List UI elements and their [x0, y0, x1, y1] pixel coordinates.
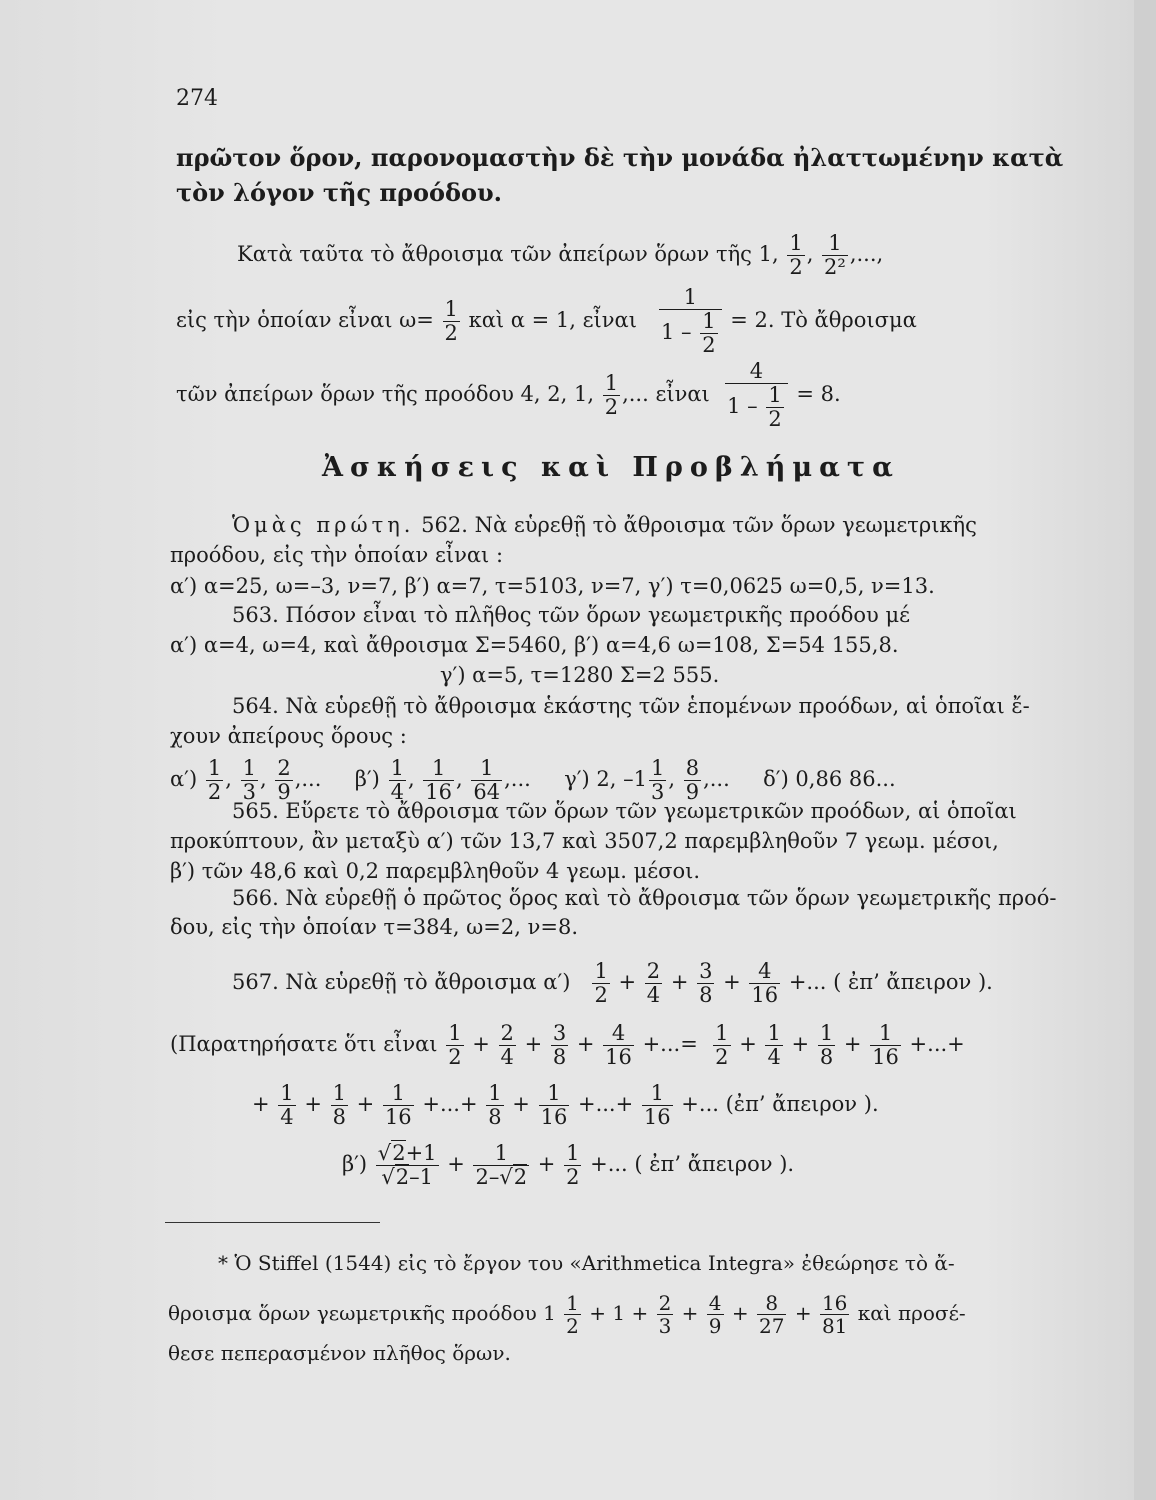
fraction: $\frac{1}{2}$	[444, 297, 458, 346]
exercise-566-line-2: δου, εἰς τὴν ὁποίαν τ=384, ω=2, ν=8.	[170, 915, 579, 939]
fraction: $\frac{1}{64}$	[473, 756, 501, 805]
fraction: $\frac{8}{27}$	[759, 1291, 785, 1338]
fraction: $\frac{1}{2}$	[448, 1021, 462, 1070]
example-text: εἰς τὴν ὁποίαν εἶναι ω=	[176, 308, 434, 333]
intro-line-1: πρῶτον ὅρον, παρονομαστὴν δὲ τὴν μονάδα ἠλαττωμένην κατὰ	[176, 143, 1064, 172]
exercise-562-line-1	[232, 512, 977, 538]
fraction: $\frac{4}{9}$	[708, 1291, 722, 1338]
fraction: $\frac{1}{3}$	[650, 756, 665, 805]
exercise-567-line-1: 567. Νὰ εὑρεθῇ τὸ ἄθροισμα α′) $\frac{1}{2}$ + $\frac{2}{4}$ + $\frac{3}{8}$ + $\frac{4}{16}$ +... ( ἐπ’ ἄπειρον ).	[232, 959, 993, 1008]
fraction: $\frac{1}{8}$	[488, 1081, 502, 1130]
example-line-2	[176, 286, 917, 357]
exercise-564-line-3: α′) $\frac{1}{2}$ , $\frac{1}{3}$ , $\frac{2}{9}$ ,... β′) $\frac{1}{4}$ , $\frac{1}{16}$ , $\frac{1}{64}$ ,... γ′) 2, –1 $\frac{1}{3}$ , $\frac{8}{9}$ ,... δ′) 0,86 86...	[170, 756, 896, 805]
footnote-line-2: θροισμα ὅρων γεωμετρικῆς προόδου 1 $\frac{1}{2}$ + 1 + $\frac{2}{3}$ + $\frac{4}{9}$ + $\frac{8}{27}$ + $\frac{16}{81}$ καὶ προσέ-	[168, 1291, 966, 1338]
example-text: τῶν ἀπείρων ὅρων τῆς προόδου 4, 2, 1,	[176, 382, 595, 407]
fraction: $\frac{16}{81}$	[821, 1291, 848, 1338]
exercise-565-line-2: προκύπτουν, ἂν μεταξὺ α′) τῶν 13,7 καὶ 3507,2 παρεμβληθοῦν 7 γεωμ. μέσοι,	[170, 829, 999, 853]
exercise-562-line-3: α′) α=25, ω=–3, ν=7, β′) α=7, τ=5103, ν=7, γ′) τ=0,0625 ω=0,5, ν=13.	[170, 574, 935, 598]
fraction: $\frac{1}{16}$	[384, 1081, 412, 1130]
footnote-text: θροισμα ὅρων γεωμετρικῆς προόδου 1	[168, 1301, 556, 1325]
fraction: $\frac{1}{8}$	[819, 1021, 834, 1070]
footnote-line-1: * Ὁ Stiffel (1544) εἰς τὸ ἔργον του «Arithmetica Integra» ἐθεώρησε τὸ ἄ-	[218, 1251, 955, 1275]
fraction: $\frac{2}{9}$	[277, 756, 291, 805]
fraction: $\frac{1}{2}$	[207, 756, 222, 805]
exercise-563-line-1: 563. Πόσον εἶναι τὸ πλῆθος τῶν ὅρων γεωμετρικῆς προόδου μέ	[232, 603, 910, 627]
fraction: $\frac{1}{8}$	[332, 1081, 346, 1130]
fraction: $\frac{4}{16}$	[751, 959, 779, 1008]
exercise-565-line-1: 565. Εὕρετε τὸ ἄθροισμα τῶν ὅρων τῶν γεωμετρικῶν προόδων, αἱ ὁποῖαι	[232, 799, 1017, 823]
infinite-note: ( ἐπ’ ἄπειρον ).	[634, 1152, 795, 1177]
fraction: $\frac{1}{4}$	[767, 1021, 781, 1070]
fraction: $\frac{3}{8}$	[699, 959, 713, 1008]
infinite-note: ( ἐπ’ ἄπειρον ).	[833, 970, 993, 995]
fraction: $\frac{1}{2}$	[566, 1291, 579, 1338]
fraction: $\frac{1}{4}$	[280, 1081, 294, 1130]
item-label: β′)	[354, 767, 380, 792]
fraction: $\frac{1}{2}$	[715, 1021, 729, 1070]
example-text: καὶ α = 1, εἶναι	[468, 308, 637, 333]
item-label: β′)	[342, 1152, 368, 1177]
fraction: $\frac{1}{2}$	[594, 959, 608, 1008]
fraction: $\frac{1}{2}$	[604, 371, 619, 420]
fraction: $\frac{1}{16}$	[643, 1081, 671, 1130]
fraction: $\frac{1}{16}$	[425, 756, 453, 805]
fraction: 4 1 – $\frac{1}{2}$	[725, 360, 788, 431]
fraction: $\frac{1}{3}$	[242, 756, 256, 805]
exercise-567-beta: β′) $\frac{√2+1}{√2-1}$ + $\frac{1}{2-√2}$ + $\frac{1}{2}$ +... ( ἐπ’ ἄπειρον ).	[342, 1141, 795, 1190]
fraction: $\frac{1}{\text{2²}}$	[824, 231, 846, 280]
fraction: 1 1 – $\frac{1}{2}$	[659, 286, 722, 357]
observation-line-2: + $\frac{1}{4}$ + $\frac{1}{8}$ + $\frac{1}{16}$ +...+ $\frac{1}{8}$ + $\frac{1}{16}$ +...+ $\frac{1}{16}$ +... (ἐπ’ ἄπειρον ).	[252, 1081, 879, 1130]
exercise-564-line-2: χουν ἀπείρους ὅρους :	[170, 724, 407, 748]
intro-line-2: τὸν λόγον τῆς προόδου.	[176, 178, 502, 207]
fraction: $\frac{2}{4}$	[500, 1021, 514, 1070]
exercise-text: 562. Νὰ εὑρεθῇ τὸ ἄθροισμα τῶν ὅρων γεωμετρικῆς	[421, 513, 977, 537]
example-text: ,... εἶναι	[622, 382, 710, 407]
fraction: $\frac{1}{2-√2}$	[475, 1141, 528, 1190]
footnote-line-3: θεσε πεπερασμένον πλῆθος ὅρων.	[168, 1341, 511, 1365]
item-label: α′)	[170, 767, 198, 792]
item-label: γ′) 2, –1	[564, 767, 647, 792]
exercise-565-line-3: β′) τῶν 48,6 καὶ 0,2 παρεμβληθοῦν 4 γεωμ. μέσοι.	[170, 859, 701, 883]
exercise-563-line-2: α′) α=4, ω=4, καὶ ἄθροισμα Σ=5460, β′) α=4,6 ω=108, Σ=54 155,8.	[170, 633, 899, 657]
exercise-566-line-1: 566. Νὰ εὑρεθῇ ὁ πρῶτος ὅρος καὶ τὸ ἄθροισμα τῶν ὅρων γεωμετρικῆς προό-	[232, 886, 1057, 910]
fraction: $\frac{4}{16}$	[605, 1021, 632, 1070]
exercise-564-line-1: 564. Νὰ εὑρεθῇ τὸ ἄθροισμα ἑκάστης τῶν ἑπομένων προόδων, αἱ ὁποῖαι ἔ-	[232, 694, 1030, 718]
fraction: $\frac{8}{9}$	[685, 756, 700, 805]
fraction: $\frac{3}{8}$	[552, 1021, 567, 1070]
example-text: Κατὰ ταῦτα τὸ ἄθροισμα τῶν ἀπείρων ὅρων τῆς 1,	[237, 242, 779, 267]
section-heading: Ἀσκήσεις καὶ Προβλήματα	[322, 452, 900, 483]
example-text: = 2. Τὸ ἄθροισμα	[730, 308, 917, 333]
fraction: $\frac{1}{16}$	[872, 1021, 899, 1070]
infinite-note: (ἐπ’ ἄπειρον ).	[725, 1092, 879, 1117]
exercise-text: 567. Νὰ εὑρεθῇ τὸ ἄθροισμα α′)	[232, 970, 571, 995]
example-tail: ,...,	[849, 242, 884, 267]
fraction: $\frac{2}{3}$	[658, 1291, 672, 1338]
fraction: $\frac{2}{4}$	[646, 959, 661, 1008]
example-line-3	[176, 360, 841, 431]
exercise-563-line-3: γ′) α=5, τ=1280 Σ=2 555.	[440, 663, 720, 687]
observation-line: (Παρατηρήσατε ὅτι εἶναι $\frac{1}{2}$ + $\frac{2}{4}$ + $\frac{3}{8}$ + $\frac{4}{16}$ +...= $\frac{1}{2}$ + $\frac{1}{4}$ + $\frac{1}{8}$ + $\frac{1}{16}$ +...+	[170, 1021, 965, 1070]
fraction: $\frac{1}{2}$	[789, 231, 803, 280]
footnote-text: καὶ προσέ-	[857, 1301, 966, 1325]
exercise-562-line-2: προόδου, εἰς τὴν ὁποίαν εἶναι :	[170, 543, 504, 567]
fraction: $\frac{1}{2}$	[566, 1141, 580, 1190]
fraction: $\frac{√2+1}{√2-1}$	[377, 1141, 437, 1190]
group-label: Ὁμὰς πρώτη.	[232, 513, 415, 537]
fraction: $\frac{1}{4}$	[390, 756, 404, 805]
footnote-divider	[165, 1222, 380, 1223]
fraction: $\frac{1}{16}$	[540, 1081, 568, 1130]
item-label: δ′) 0,86 86...	[763, 767, 896, 792]
page-edge-shadow	[1134, 0, 1156, 1500]
page-number: 274	[176, 86, 218, 111]
observation-text: (Παρατηρήσατε ὅτι εἶναι	[170, 1032, 438, 1057]
example-text: = 8.	[796, 382, 841, 407]
example-line-1: Κατὰ ταῦτα τὸ ἄθροισμα τῶν ἀπείρων ὅρων τῆς 1, $\frac{1}{2}$ , $\frac{1}{\text{2²}}$ ,...,	[237, 231, 884, 280]
